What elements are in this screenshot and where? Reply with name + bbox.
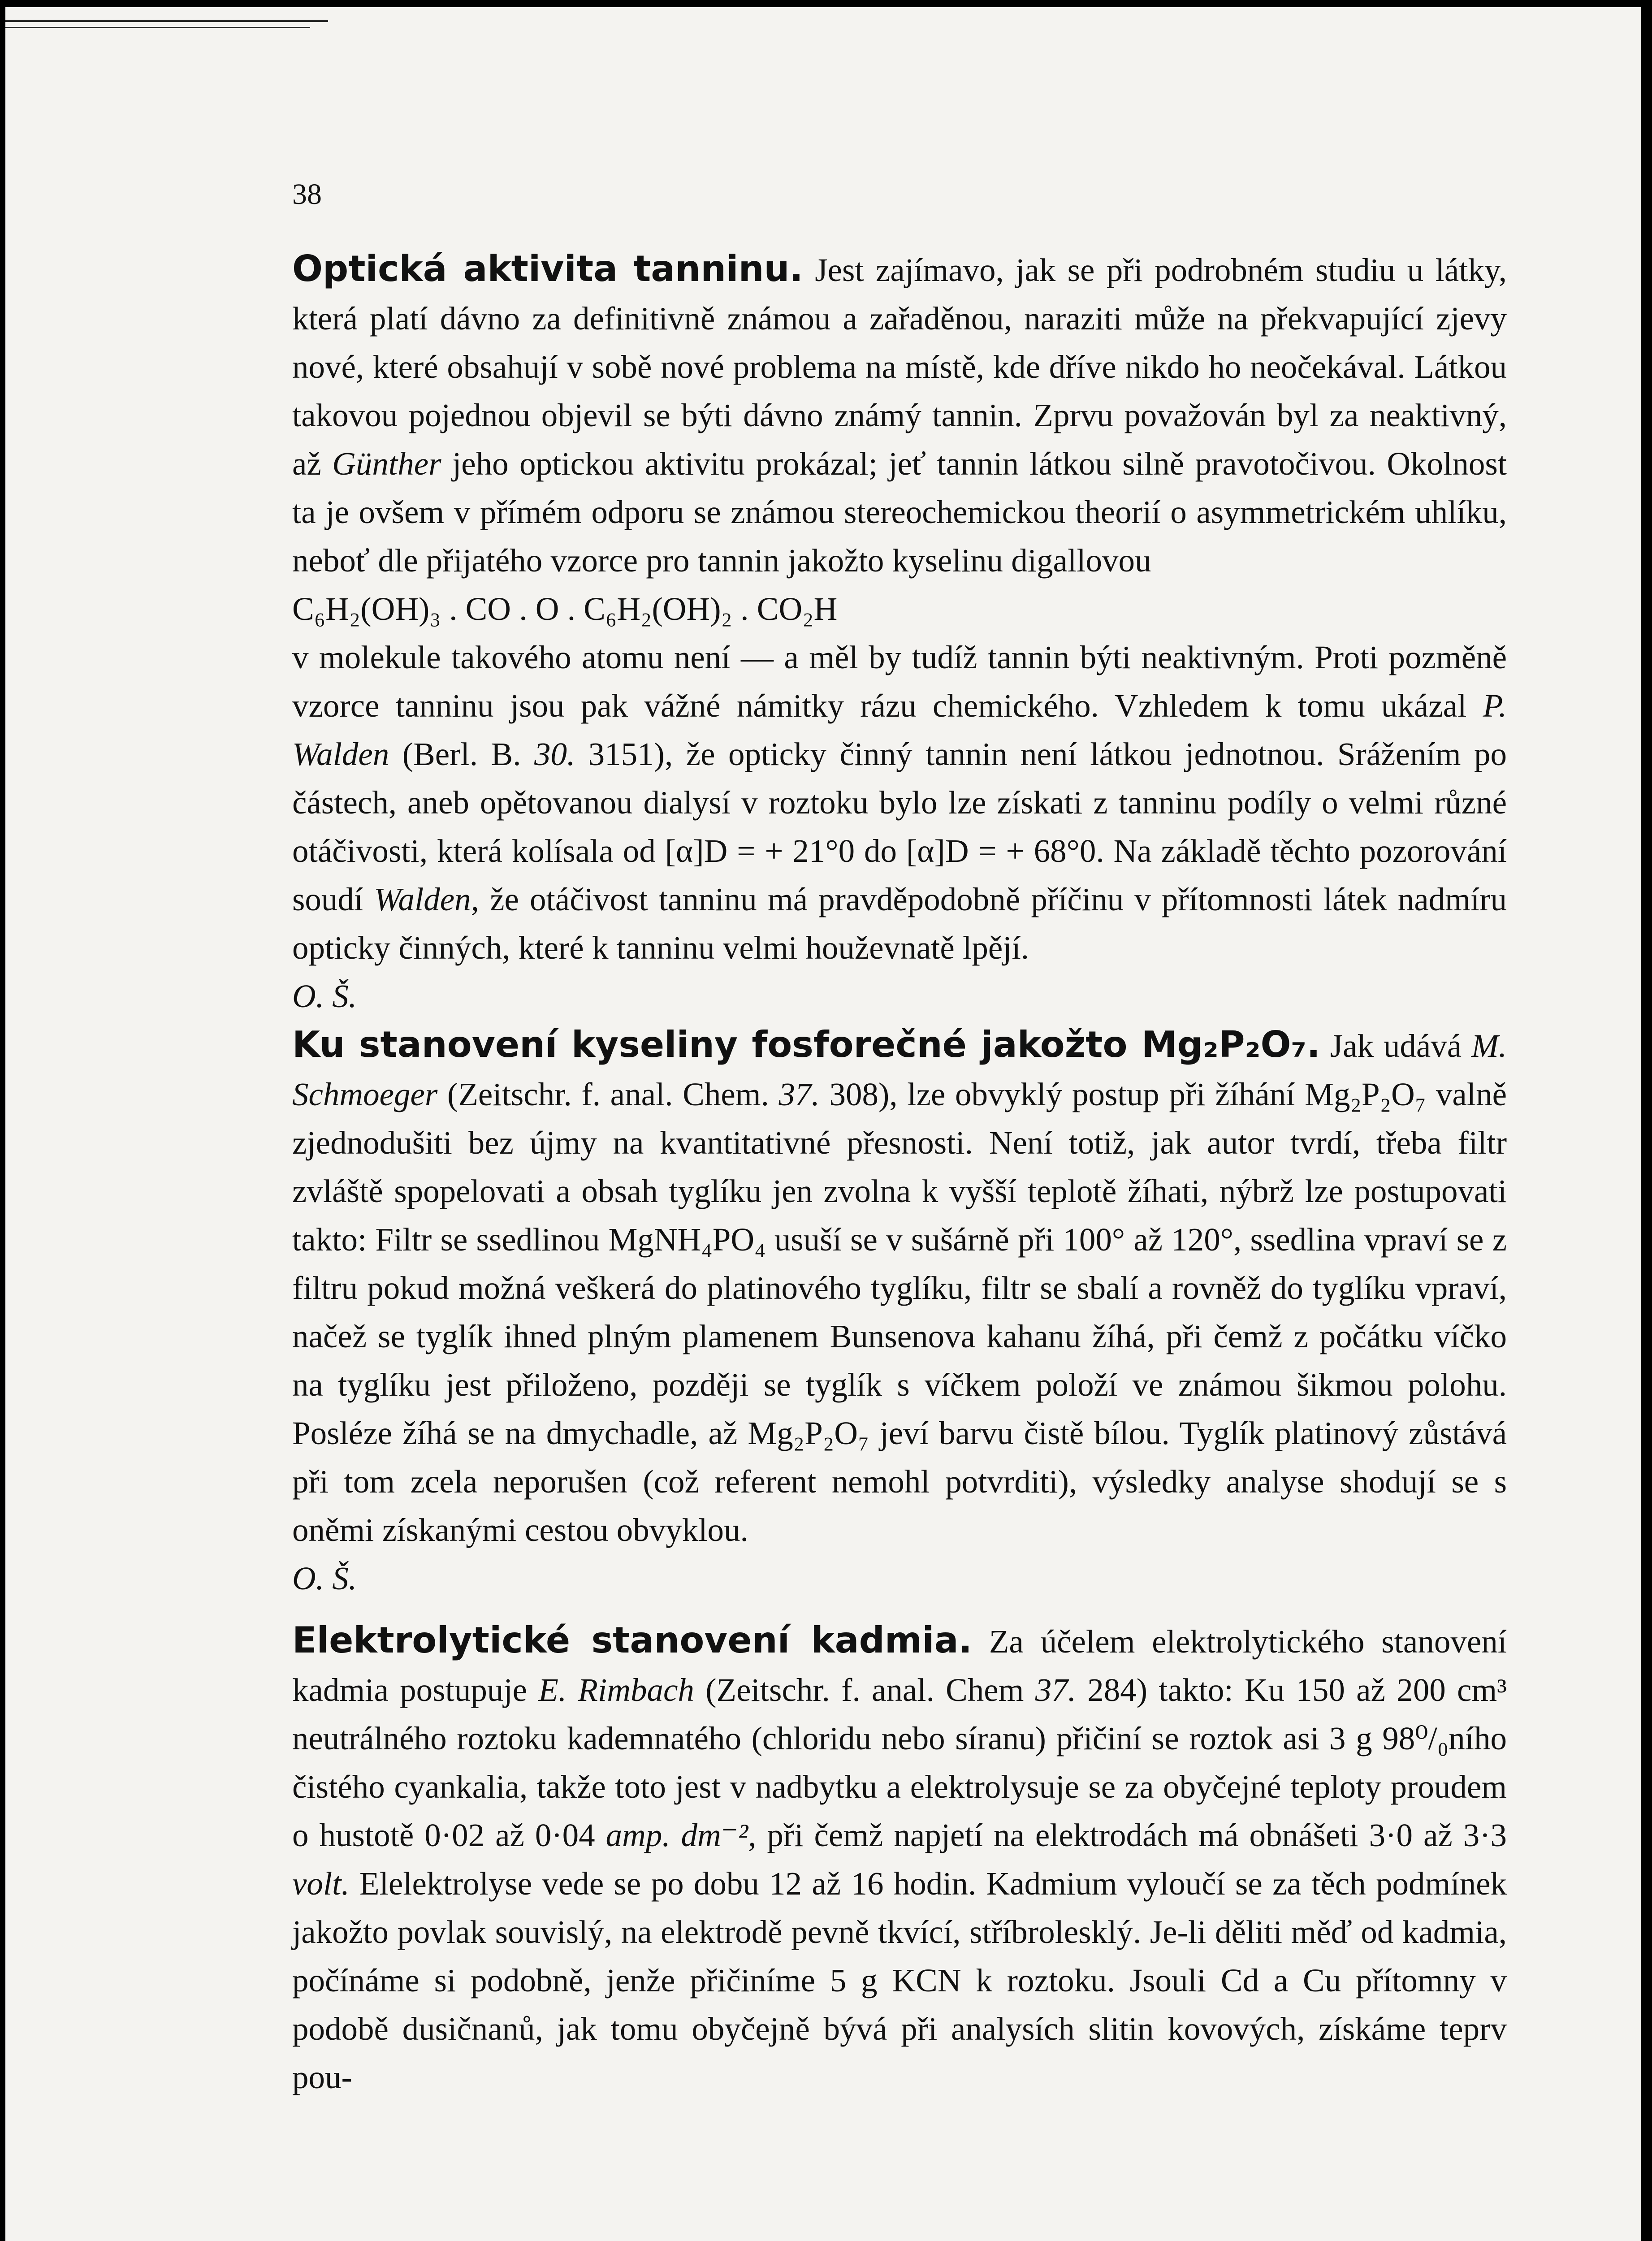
section-heading: Ku stanovení kyseliny fosforečné jakožto Mg₂P₂O₇.: [292, 1024, 1320, 1065]
section-tannin-cont: v molekule takového atomu není — a měl by tudíž tannin býti neaktivným. Proti pozměně vzorce tanninu jsou pak vážné námitky rázu chemického. Vzhledem k tomu ukázal P. Walden (Berl. B. 30. 3151), že opticky činný tannin není látkou jednotnou. Srážením po částech, aneb opětovanou dialysí v roztoku bylo lze získati z tanninu podíly o velmi různé otáčivosti, která kolísala od [α]D = + 21°0 do [α]D = + 68°0. Na základě těchto pozorování soudí Walden, že otáčivost tanninu má pravděpodobně příčinu v přítomnosti látek nadmíru opticky činných, které k tanninu velmi houževnatě lpějí.: [292, 639, 1507, 966]
rotation-symbol: [α]D: [906, 833, 969, 869]
section-cadmium: Elektrolytické stanovení kadmia. Za účelem elektrolytického stanovení kadmia postupuje E. Rimbach (Zeitschr. f. anal. Chem 37. 284) takto: Ku 150 až 200 cm³ neutrálného roztoku kademnatého (chloridu nebo síranu) přičiní se roztok asi 3 g 98⁰/₀ního čistého cyankalia, takže toto jest v nadbytku a elektrolysuje se za obyčejné teploty proudem o hustotě 0·02 až 0·04 amp. dm⁻², při čemž napjetí na elektrodách má obnášeti 3·0 až 3·3 volt. Elelektrolyse vede se po dobu 12 až 16 hodin. Kadmium vyloučí se za těch podmínek jakožto povlak souvislý, na elektrodě pevně tkvící, stříbrolesklý. Je-li děliti měď od kadmia, počínáme si podobně, jenže přičiníme 5 g KCN k roztoku. Jsouli Cd a Cu přítomny v podobě dusičnanů, jak tomu obyčejně bývá při analysích slitin kovových, získáme teprv pou-: [292, 1619, 1507, 2095]
signature: O. Š.: [292, 1560, 357, 1596]
author-name: P. Walden: [292, 688, 1507, 772]
page-body: [292, 245, 1507, 2102]
rotation-symbol: [α]D: [665, 833, 728, 869]
signature: O. Š.: [292, 978, 357, 1014]
author-name: Walden,: [374, 881, 479, 917]
scanned-page: [5, 7, 1641, 2241]
section-tannin: Optická aktivita tanninu. Jest zajímavo, jak se při podrobném studiu u látky, která platí dávno za definitivně známou a zařaděnou, naraziti může na překvapující zjevy nové, které obsahují v sobě nové problema na místě, kde dříve nikdo ho neočekával. Látkou takovou pojednou objevil se býti dávno známý tannin. Zprvu považován byl za neaktivný, až Günther jeho optickou aktivitu prokázal; jeť tannin látkou silně pravotočivou. Okolnost ta je ovšem v přímém odporu se známou stereochemickou theorií o asymmetrickém uhlíku, neboť dle přijatého vzorce pro tannin jakožto kyselinu digallovou: [292, 248, 1507, 579]
page-number: 38: [292, 178, 322, 211]
scan-artifact-line: [5, 27, 310, 28]
author-name: Günther: [332, 446, 441, 482]
formula-digallic-acid: C₆H₂(OH)₃ . CO . O . C₆H₂(OH)₂ . CO₂H: [292, 591, 838, 627]
section-heading: Optická aktivita tanninu.: [292, 248, 803, 290]
scan-artifact-line: [5, 20, 328, 22]
author-name: E. Rimbach: [538, 1672, 694, 1708]
author-name: M. Schmoeger: [292, 1028, 1507, 1112]
section-heading: Elektrolytické stanovení kadmia.: [292, 1619, 973, 1661]
section-phosphoric-acid: Ku stanovení kyseliny fosforečné jakožto Mg₂P₂O₇. Jak udává M. Schmoeger (Zeitschr. f. anal. Chem. 37. 308), lze obvyklý postup při žíhání Mg₂P₂O₇ valně zjednodušiti bez újmy na kvantitativné přesnosti. Není totiž, jak autor tvrdí, třeba filtr zvláště spopelovati a obsah tyglíku jen zvolna k vyšší teplotě žíhati, nýbrž lze postupovati takto: Filtr se ssedlinou MgNH₄PO₄ usuší se v sušárně při 100° až 120°, ssedlina vpraví se z filtru pokud možná veškerá do platinového tyglíku, filtr se sbalí a rovněž do tyglíku vpraví, načež se tyglík ihned plným plamenem Bunsenova kahanu žíhá, při čemž z počátku víčko na tyglíku jest přiloženo, později se tyglík s víčkem položí ve známou šikmou polohu. Posléze žíhá se na dmychadle, až Mg₂P₂O₇ jeví barvu čistě bílou. Tyglík platinový zůstává při tom zcela neporušen (což referent nemohl potvrditi), výsledky analyse shodují se s oněmi získanými cestou obvyklou.: [292, 1024, 1507, 1548]
